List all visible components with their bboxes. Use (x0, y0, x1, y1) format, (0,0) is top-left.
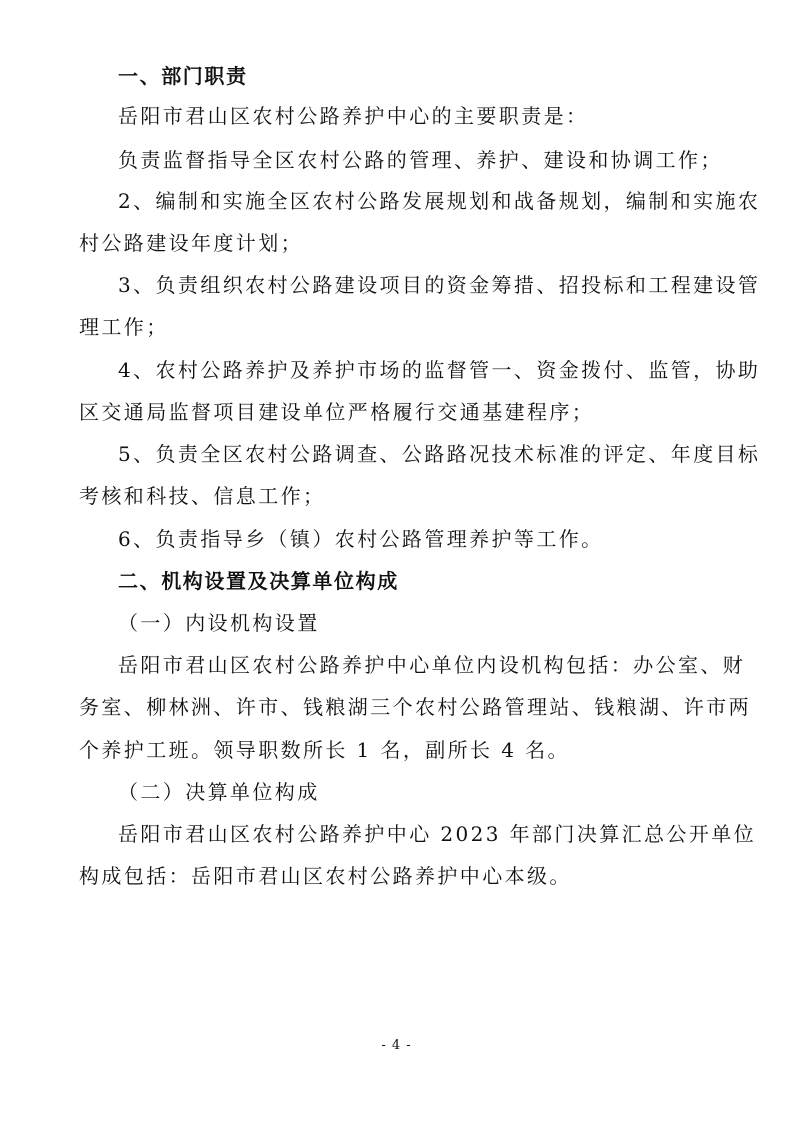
section-heading-structure: 二、机构设置及决算单位构成 (118, 569, 399, 593)
duty-item-5-line-2: 考核和科技、信息工作； (79, 484, 326, 508)
duty-item-5-line-1: 5、负责全区农村公路调查、公路路况技术标准的评定、年度目标 (118, 442, 761, 466)
page-number: - 4 - (381, 1038, 412, 1053)
duty-item-2-line-1: 2、编制和实施全区农村公路发展规划和战备规划，编制和实施农 (118, 189, 761, 213)
duty-item-6: 6、负责指导乡（镇）农村公路管理养护等工作。 (118, 527, 604, 551)
duty-item-3-line-2: 理工作； (79, 315, 169, 339)
budget-units-line-2: 构成包括：岳阳市君山区农村公路养护中心本级。 (79, 864, 572, 888)
duty-item-3-line-1: 3、负责组织农村公路建设项目的资金筹措、招投标和工程建设管 (118, 273, 761, 297)
duties-intro: 岳阳市君山区农村公路养护中心的主要职责是： (118, 104, 589, 128)
duty-item-1: 负责监督指导全区农村公路的管理、养护、建设和协调工作； (118, 148, 723, 172)
subsection-heading-budget-units: （二）决算单位构成 (118, 780, 320, 804)
internal-structure-line-2: 务室、柳林洲、许市、钱粮湖三个农村公路管理站、钱粮湖、许市两 (79, 695, 751, 719)
budget-units-line-1: 岳阳市君山区农村公路养护中心 2023 年部门决算汇总公开单位 (118, 822, 757, 846)
subsection-heading-internal: （一）内设机构设置 (118, 611, 320, 635)
internal-structure-line-3: 个养护工班。领导职数所长 1 名，副所长 4 名。 (79, 738, 570, 762)
section-heading-duties: 一、部门职责 (118, 64, 248, 88)
duty-item-4-line-1: 4、农村公路养护及养护市场的监督管一、资金拨付、监管，协助 (118, 358, 761, 382)
duty-item-4-line-2: 区交通局监督项目建设单位严格履行交通基建程序； (79, 400, 595, 424)
duty-item-2-line-2: 村公路建设年度计划； (79, 231, 303, 255)
internal-structure-line-1: 岳阳市君山区农村公路养护中心单位内设机构包括：办公室、财 (118, 653, 746, 677)
